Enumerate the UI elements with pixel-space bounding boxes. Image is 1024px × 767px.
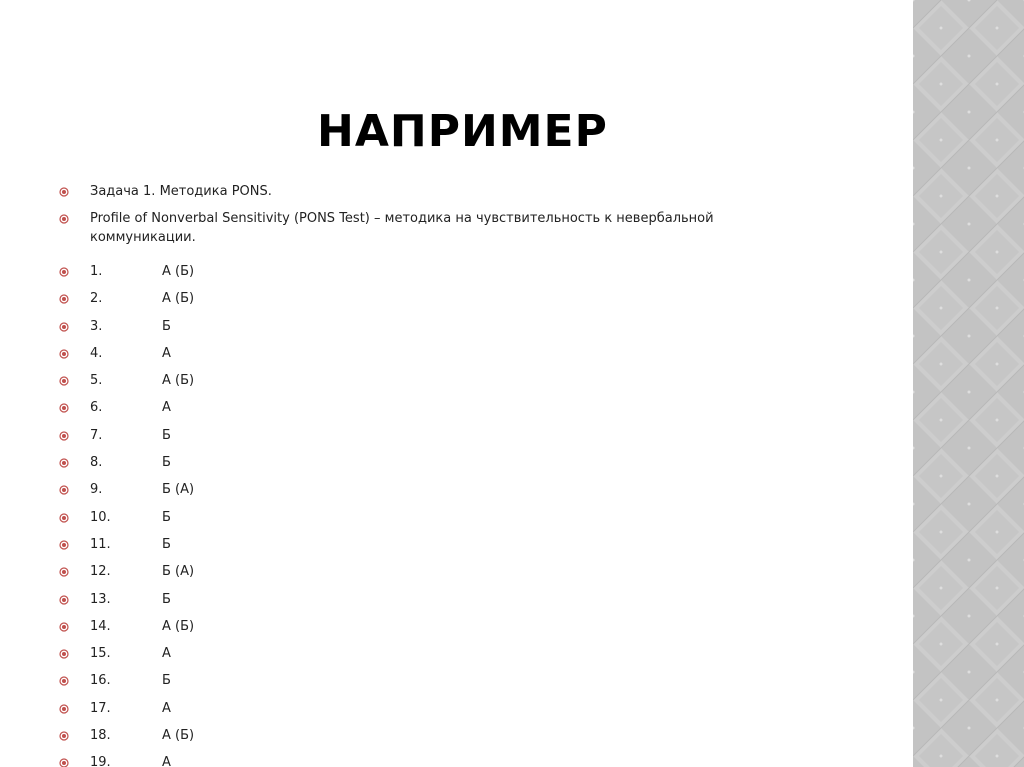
answer-value: Б (А) bbox=[162, 564, 195, 580]
circle-bullet-icon bbox=[59, 622, 69, 632]
answer-number: 7. bbox=[90, 427, 103, 443]
circle-bullet-icon bbox=[59, 294, 69, 304]
answer-row bbox=[59, 371, 799, 390]
answer-row bbox=[59, 262, 799, 281]
answer-value: Б bbox=[162, 536, 171, 552]
circle-bullet-icon bbox=[59, 267, 69, 277]
slide-content-list bbox=[59, 182, 799, 255]
answer-row bbox=[59, 671, 799, 690]
answer-row bbox=[59, 753, 799, 767]
answer-row bbox=[59, 426, 799, 445]
answer-row bbox=[59, 590, 799, 609]
decorative-side-panel bbox=[913, 0, 1024, 767]
answer-number: 19. bbox=[90, 755, 111, 767]
answer-number: 5. bbox=[90, 373, 103, 389]
answer-number: 11. bbox=[90, 536, 111, 552]
answer-row bbox=[59, 699, 799, 718]
slide-title: НАПРИМЕР bbox=[317, 106, 608, 157]
intro-item bbox=[59, 182, 799, 201]
circle-bullet-icon bbox=[59, 595, 69, 605]
answer-number: 9. bbox=[90, 482, 103, 498]
circle-bullet-icon bbox=[59, 187, 69, 197]
answer-value: Б (А) bbox=[162, 482, 195, 498]
answer-value: А bbox=[162, 700, 171, 716]
answer-row bbox=[59, 617, 799, 636]
answer-value: Б bbox=[162, 318, 171, 334]
answer-number: 12. bbox=[90, 564, 111, 580]
answer-number: 10. bbox=[90, 509, 111, 525]
circle-bullet-icon bbox=[59, 458, 69, 468]
intro-text: Profile of Nonverbal Sensitivity (PONS Test) – методика на чувствительность к невербальной коммуникации. bbox=[90, 211, 714, 245]
answer-number: 3. bbox=[90, 318, 103, 334]
circle-bullet-icon bbox=[59, 349, 69, 359]
answer-value: А (Б) bbox=[162, 264, 195, 279]
answer-number: 6. bbox=[90, 400, 103, 416]
answer-row bbox=[59, 398, 799, 417]
circle-bullet-icon bbox=[59, 403, 69, 413]
answer-row bbox=[59, 317, 799, 336]
answer-row bbox=[59, 508, 799, 527]
answer-row bbox=[59, 726, 799, 745]
answer-value: Б bbox=[162, 509, 171, 525]
circle-bullet-icon bbox=[59, 649, 69, 659]
circle-bullet-icon bbox=[59, 214, 69, 224]
answer-number: 16. bbox=[90, 673, 111, 689]
answer-value: Б bbox=[162, 427, 171, 443]
answer-value: Б bbox=[162, 455, 171, 471]
answer-value: Б bbox=[162, 673, 171, 689]
answer-value: А (Б) bbox=[162, 291, 195, 307]
answers-list bbox=[59, 262, 799, 767]
circle-bullet-icon bbox=[59, 704, 69, 714]
answer-number: 15. bbox=[90, 646, 111, 662]
answer-value: А bbox=[162, 400, 171, 416]
answer-number: 4. bbox=[90, 345, 103, 361]
circle-bullet-icon bbox=[59, 676, 69, 686]
intro-item bbox=[59, 209, 799, 247]
circle-bullet-icon bbox=[59, 485, 69, 495]
circle-bullet-icon bbox=[59, 322, 69, 332]
answer-row bbox=[59, 562, 799, 581]
intro-text: Задача 1. Методика PONS. bbox=[90, 184, 272, 199]
answer-value: А bbox=[162, 755, 171, 767]
circle-bullet-icon bbox=[59, 758, 69, 767]
answer-row bbox=[59, 344, 799, 363]
circle-bullet-icon bbox=[59, 513, 69, 523]
diamond-pattern-icon bbox=[913, 0, 1024, 767]
answer-number: 13. bbox=[90, 591, 111, 607]
answer-value: А (Б) bbox=[162, 373, 195, 389]
circle-bullet-icon bbox=[59, 376, 69, 386]
answer-value: Б bbox=[162, 591, 171, 607]
answer-number: 8. bbox=[90, 455, 103, 471]
circle-bullet-icon bbox=[59, 731, 69, 741]
answer-value: А bbox=[162, 345, 171, 361]
answer-row bbox=[59, 480, 799, 499]
answer-value: А (Б) bbox=[162, 728, 195, 744]
answer-row bbox=[59, 535, 799, 554]
circle-bullet-icon bbox=[59, 540, 69, 550]
answer-number: 2. bbox=[90, 291, 103, 307]
answer-number: 1. bbox=[90, 264, 103, 279]
answer-number: 14. bbox=[90, 618, 111, 634]
answer-number: 18. bbox=[90, 728, 111, 744]
answer-row bbox=[59, 453, 799, 472]
answer-number: 17. bbox=[90, 700, 111, 716]
circle-bullet-icon bbox=[59, 431, 69, 441]
answer-value: А bbox=[162, 646, 171, 662]
answer-value: А (Б) bbox=[162, 618, 195, 634]
answer-row bbox=[59, 644, 799, 663]
circle-bullet-icon bbox=[59, 567, 69, 577]
answer-row bbox=[59, 289, 799, 308]
